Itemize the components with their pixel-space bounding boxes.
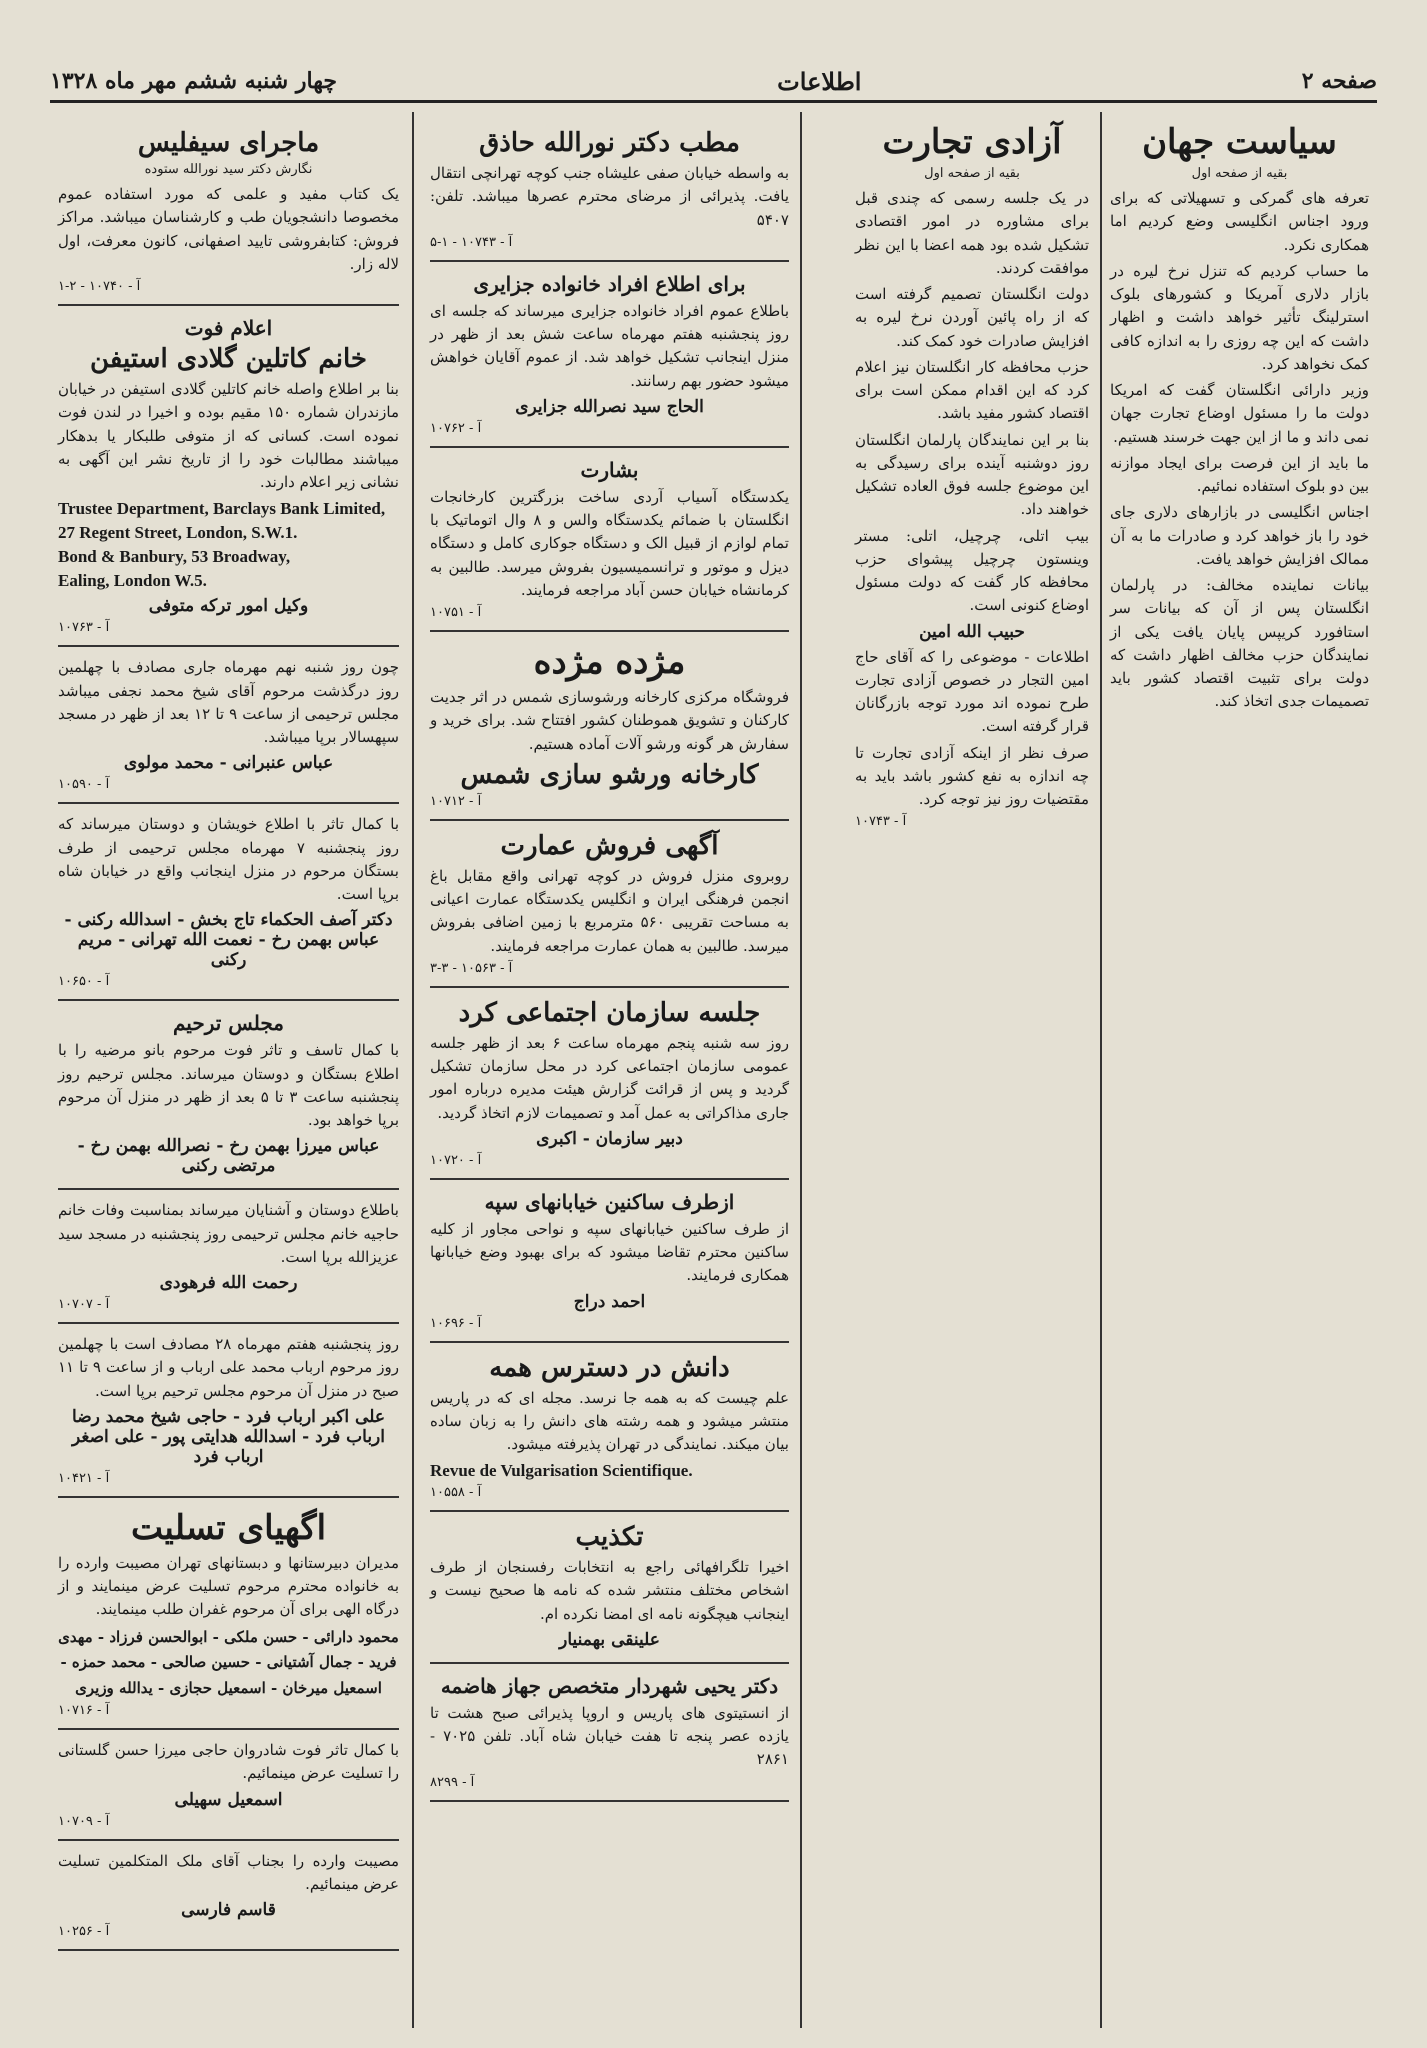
ad-body: با کمال تاسف و تاثر فوت مرحوم بانو مرضیه را با اطلاع بستگان و دوستان میرساند. مجلس ترحیم روز پنجشنبه ساعت ۳ تا ۵ بعد از ظهر در منزل آن مرحوم برپا خواهد بود. — [58, 1041, 399, 1130]
column-divider — [412, 112, 414, 2028]
ad-title: اگهیای تسلیت — [130, 1507, 327, 1548]
paragraph: بیانات نماینده مخالف: در پارلمان انگلستان پس از آن که بیانات سر استافورد کریپس پایان یافت یکی از نمایندگان حزب مخالف اظهار داشت که دولت برای تثبیت اقتصاد کشور باید تصمیمات جدی اتخاذ کند. — [1110, 576, 1369, 711]
ad-title: مژده مژده — [533, 642, 686, 682]
ad-code: آ - ۱۰۷۶۲ — [430, 420, 482, 436]
ad-signature: احمد دراج — [573, 1291, 646, 1312]
article-title: سیاست جهان — [1142, 122, 1337, 162]
paragraph: تعرفه های گمرکی و تسهیلاتی که برای ورود اجناس انگلیسی وضع کردیم اما همکاری نکرد. — [1110, 189, 1369, 254]
ad-body: مصیبت وارده را بجناب آقای ملک المتکلمین تسلیت عرض مینمائیم. — [58, 1851, 399, 1893]
paragraph: بنا بر این نمایندگان پارلمان انگلستان روز دوشنبه آینده برای رسیدگی به این موضوع جلسه فوق العاده تشکیل خواهند داد. — [855, 430, 1089, 519]
masthead — [50, 60, 1377, 102]
ad-signature: الحاج سید نصرالله جزایری — [515, 396, 704, 417]
ad-title: آگهی فروش عمارت — [500, 830, 719, 861]
ad-body: از طرف ساکنین خیابانهای سپه و نواحی مجاور از کلیه ساکنین محترم تقاضا میشود که برای بهبود وضع خیابانها همکاری فرمایند. — [430, 1219, 789, 1285]
ad-block — [58, 306, 399, 647]
ad-code: آ - ۱۰۷۴۳ - ۱-۵ — [430, 234, 513, 250]
ad-title: ماجرای سیفلیس — [137, 128, 320, 158]
ad-block — [430, 1512, 789, 1664]
ad-body: باطلاع عموم افراد خانواده جزایری میرساند که جلسه ای روز پنجشنبه هفتم مهرماه ساعت شش بعد از ظهر در منزل اینجانب تشکیل خواهد شد. از عموم آقایان خواهش میشود حضور بهم رسانند. — [430, 301, 789, 390]
header-rule — [50, 100, 1377, 103]
ad-title: مجلس ترحیم — [172, 1011, 284, 1036]
ad-code: آ - ۱۰۷۲۰ — [430, 1152, 482, 1168]
ad-title: تکذیب — [575, 1522, 644, 1553]
author-name: حبیب الله امین — [919, 621, 1025, 642]
ad-signature: علینقی بهمنیار — [559, 1629, 660, 1650]
ad-subtitle: نگارش دکتر سید نورالله ستوده — [144, 162, 313, 177]
ad-code: آ - ۱۰۵۶۳ - ۳-۳ — [430, 960, 513, 976]
ad-code: آ - ۱۰۷۵۱ — [430, 605, 482, 620]
ad-body: چون روز شنبه نهم مهرماه جاری مصادف با چهلمین روز درگذشت مرحوم آقای شیخ محمد نجفی میباشد مجلس ترحیمی از ساعت ۹ تا ۱۲ بعد از ظهر در مسجد سپهسالار برپا میباشد. — [58, 658, 399, 747]
ad-block — [430, 1180, 789, 1343]
ad-block — [430, 448, 789, 632]
ad-body: اخیرا تلگرافهائی راجع به انتخابات رفسنجان از طرف اشخاص مختلف منتشر شده که نامه ها صحیح نیست و اینجانب هیچگونه نامه ای امضا نکرده ام. — [430, 1558, 789, 1623]
ad-block — [430, 118, 789, 262]
ad-body: به واسطه خیابان صفی علیشاه جنب کوچه تهرانچی انتقال یافت. پذیرائی از مرضای محترم عصرها میباشد. تلفن: ۵۴۰۷ — [430, 164, 789, 229]
ad-code: آ - ۱۰۷۴۳ — [855, 814, 907, 830]
ad-signature: عباس میرزا بهمن رخ - نصرالله بهمن رخ - مرتضی رکنی — [77, 1136, 380, 1177]
ad-block — [430, 632, 789, 821]
ad-signature: دبیر سازمان - اکبری — [536, 1128, 683, 1149]
article-continued: بقیه از صفحه اول — [1191, 166, 1288, 181]
column-divider — [1100, 112, 1102, 2028]
ad-address-line: Trustee Department, Barclays Bank Limited, — [58, 499, 386, 519]
ad-title: ازطرف ساکنین خیابانهای سپه — [484, 1189, 735, 1214]
ad-block — [58, 118, 399, 306]
issue-date: چهار شنبه ششم مهر ماه ۱۳۲۸ — [50, 68, 337, 94]
ad-block — [58, 804, 399, 1001]
ad-title: اعلام فوت — [184, 316, 273, 340]
ad-code: آ - ۱۰۶۹۶ — [430, 1315, 482, 1331]
ad-body: فروشگاه مرکزی کارخانه ورشوسازی شمس در اثر جدیت کارکنان و تشویق هموطنان کشور افتتاح شد. برای خرید و سفارش هر گونه ورشو آلات آماده هستیم. — [430, 688, 789, 753]
ad-code: آ - ۱۰۷۴۰ - ۲-۱ — [58, 279, 141, 294]
paragraph: ما حساب کردیم که تنزل نرخ لیره در بازار دلاری آمریکا و کشورهای بلوک استرلینگ تأثیر خواهد داشت و اظهار داشت که این چه روزی را به اندازه کافی کمک نخواهد کرد. — [1110, 261, 1369, 373]
paragraph: اجناس انگلیسی در بازارهای دلاری جای خود را باز خواهد کرد و صادرات ما به آن ممالک افزایش خواهد یافت. — [1110, 503, 1369, 568]
paragraph: بیب اتلی، چرچیل، اتلی: مستر وینستون چرچیل پیشوای حزب محافظه کار گفت که دولت مسئول اوضاع کنونی است. — [855, 526, 1089, 615]
ad-block — [430, 1664, 789, 1802]
ad-block — [58, 1190, 399, 1324]
ad-body: باطلاع دوستان و آشنایان میرساند بمناسبت وفات خانم حاجیه خانم مجلس ترحیمی روز پنجشنبه در مسجد سید عزیزالله برپا است. — [58, 1201, 399, 1266]
ad-signature: دکتر آصف الحکماء تاج بخش - اسدالله رکنی - عباس بهمن رخ - نعمت الله تهرانی - مریم رکنی — [64, 910, 393, 971]
ad-code: آ - ۱۰۷۰۹ — [58, 1813, 110, 1829]
ad-body: از انستیتوی های پاریس و اروپا پذیرائی صبح هشت تا یازده عصر پنجه تا هفت خیابان شاه آباد. تلفن ۷۰۲۵ - ۲۸۶۱ — [430, 1703, 789, 1769]
ad-code: آ - ۱۰۵۹۰ — [58, 777, 110, 793]
ad-names: محمود دارائی - حسن ملکی - ابوالحسن فرزاد - مهدی فرید - جمال آشتیانی - حسین صالحی - محمد حمزه - اسمعیل میرخان - اسمعیل حجازی - یدالله وزیری — [58, 1627, 399, 1697]
paragraph: در یک جلسه رسمی که چندی قبل برای مشاوره در امور اقتصادی تشکیل شده بود همه اعضا با این نظر موافقت کردند. — [855, 189, 1089, 277]
ad-body: روز پنجشنبه هفتم مهرماه ۲۸ مصادف است با چهلمین روز مرحوم ارباب محمد علی ارباب و از ساعت ۹ تا ۱۱ صبح در منزل آن مرحوم مجلس ترحیم برپا است. — [58, 1335, 399, 1400]
paragraph: حزب محافظه کار انگلستان نیز اعلام کرد که این اقدام ممکن است برای اقتصاد کشور مفید باشد. — [855, 357, 1089, 423]
ad-code: آ - ۱۰۷۰۷ — [58, 1297, 110, 1313]
paragraph: اطلاعات - موضوعی را که آقای حاج امین التجار در خصوص آزادی تجارت طرح نموده اند مورد توجه بازرگانان قرار گرفته است. — [855, 647, 1089, 736]
ad-body: مدیران دبیرستانها و دبستانهای تهران مصیبت وارده را به خانواده محترم مرحوم تسلیت عرض مینمایند و از درگاه الهی برای آن مرحوم غفران طلب مینمایند. — [58, 1553, 399, 1619]
ad-subtitle: خانم کاتلین گلادی استیفن — [90, 344, 367, 374]
ad-block — [58, 1001, 399, 1190]
ad-latin-text: Revue de Vulgarisation Scientifique. — [430, 1461, 693, 1481]
column-world-politics — [1102, 112, 1377, 2028]
ad-code: آ - ۱۰۷۱۲ — [430, 793, 482, 809]
ad-body: بنا بر اطلاع واصله خانم کاتلین گلادی استیفن در خیابان مازندران شماره ۱۵۰ مقیم بوده و اخیرا در لندن فوت نموده است. کسانی که از متوفی طلبکار یا بدهکار میباشند مطالبات خود را از تاریخ نشر این آگهی به نشانی زیر اعلام دارند. — [58, 380, 400, 491]
ad-block — [58, 1498, 399, 1730]
ad-block — [58, 1730, 399, 1841]
ad-code: آ - ۱۰۴۲۱ — [58, 1470, 110, 1486]
ad-block — [430, 1343, 789, 1513]
ad-signature: علی اکبر ارباب فرد - حاجی شیخ محمد رضا ارباب فرد - اسدالله هدایتی پور - علی اصغر ارباب فرد — [72, 1406, 385, 1467]
ad-body: یکدستگاه آسیاب آردی ساخت بزرگترین کارخانجات انگلستان با ضمائم یکدستگاه والس و ۸ وال اتوماتیک با تمام لوازم از قبیل الک و دستگاه جوکاری کامل و دستگاه دیزل و موتور و ترانسمیسیون بفروش میرسد. طالبین به کرمانشاه خیابان حسن آباد مراجعه فرمایند. — [430, 487, 789, 599]
paragraph: صرف نظر از اینکه آزادی تجارت تا چه اندازه به نفع کشور باشد باید به مقتضیات روز نیز توجه کرد. — [855, 743, 1089, 808]
paragraph: وزیر دارائی انگلستان گفت که امریکا دولت ما را مسئول اوضاع تجارت جهان نمی داند و ما از این جهت خرسند هستیم. — [1110, 381, 1369, 446]
ad-code: آ - ۱۰۷۱۶ — [58, 1703, 110, 1719]
ad-body: با کمال تاثر فوت شادروان حاجی میرزا حسن گلستانی را تسلیت عرض مینمائیم. — [58, 1741, 399, 1783]
ad-signature: قاسم فارسی — [181, 1900, 276, 1921]
ad-block — [58, 1324, 399, 1498]
ad-body: علم چیست که به همه جا نرسد. مجله ای که در پاریس منتشر میشود و همه رشته های دانش را به زبان ساده بیان میکند. نمایندگی در تهران پذیرفته میشود. — [430, 1388, 789, 1453]
ad-title: برای اطلاع افراد خانواده جزایری — [473, 271, 746, 296]
ad-title: جلسه سازمان اجتماعی کرد — [458, 997, 761, 1028]
paragraph: دولت انگلستان تصمیم گرفته است که از راه پائین آوردن نرخ لیره به افزایش صادرات خود کمک کند. — [855, 285, 1089, 350]
ad-title: مطب دکتر نورالله حاذق — [479, 128, 740, 158]
ad-title: دانش در دسترس همه — [489, 1352, 730, 1383]
ad-code: آ - ۸۲۹۹ — [430, 1774, 475, 1790]
page-number: صفحه ۲ — [1301, 68, 1377, 94]
ad-title: دکتر یحیی شهردار متخصص جهاز هاضمه — [440, 1673, 779, 1698]
ad-block — [430, 821, 789, 988]
ad-body: با کمال تاثر با اطلاع خویشان و دوستان میرساند که روز پنجشنبه ۷ مهرماه مجلس ترحیمی از طرف بستگان مرحوم در منزل اینجانب واقع در خیابان شاه برپا است. — [58, 815, 399, 904]
article-title: آزادی تجارت — [882, 122, 1062, 162]
ad-body: روبروی منزل فروش در کوچه تهرانی واقع مقابل باغ انجمن فرهنگی ایران و انگلیس یکدستگاه عمارت اعیانی به مساحت تقریبی ۵۶۰ مترمربع با زمین اضافی بفروش میرسد. طالبین به همان عمارت مراجعه فرمایند. — [430, 866, 789, 955]
ad-block — [430, 262, 789, 448]
ad-body: یک کتاب مفید و علمی که مورد استفاده عموم مخصوصا دانشجویان طب و کارشناسان میباشد. مراکز فروش: کتابفروشی تایید اصفهانی، کانون معرفت، اول لاله زار. — [58, 185, 399, 273]
ad-body: روز سه شنبه پنجم مهرماه ساعت ۶ بعد از ظهر جلسه عمومی سازمان اجتماعی کرد در محل سازمان تشکیل گردید و پس از قرائت گزارش هیئت مدیره درباره امور جاری مذاکراتی به عمل آمد و تصمیمات لازم اتخاذ گردید. — [430, 1033, 789, 1122]
article-continued: بقیه از صفحه اول — [924, 166, 1020, 181]
ad-code: آ - ۱۰۵۵۸ — [430, 1485, 482, 1501]
ad-code: آ - ۱۰۶۵۰ — [58, 974, 110, 990]
ad-address-line: Ealing, London W.5. — [58, 570, 207, 590]
ad-signature: اسمعیل سهیلی — [174, 1789, 283, 1810]
column-divider — [800, 112, 802, 2028]
ad-title: بشارت — [580, 457, 639, 482]
ad-block — [430, 988, 789, 1180]
column-ads-left — [50, 112, 407, 2028]
ad-block — [58, 647, 399, 804]
ad-code: آ - ۱۰۲۵۶ — [58, 1924, 110, 1940]
paragraph: ما باید از این فرصت برای ایجاد موازنه بین دو بلوک استفاده نمائیم. — [1110, 453, 1369, 495]
ad-title: کارخانه ورشو سازی شمس — [460, 759, 759, 790]
ad-signature: عباس عنبرانی - محمد مولوی — [123, 753, 334, 774]
ad-block — [58, 1841, 399, 1952]
column-ads-middle — [422, 112, 797, 2028]
ad-signature: رحمت الله فرهودی — [159, 1273, 298, 1294]
ad-code: آ - ۱۰۷۶۳ — [58, 620, 110, 636]
ad-address-line: Bond & Banbury, 53 Broadway, — [58, 546, 291, 566]
ad-address-line: 27 Regent Street, London, S.W.1. — [58, 523, 298, 543]
paper-name: اطلاعات — [777, 66, 862, 96]
ad-signature: وکیل امور ترکه متوفی — [148, 596, 309, 617]
column-free-trade — [847, 112, 1097, 2028]
